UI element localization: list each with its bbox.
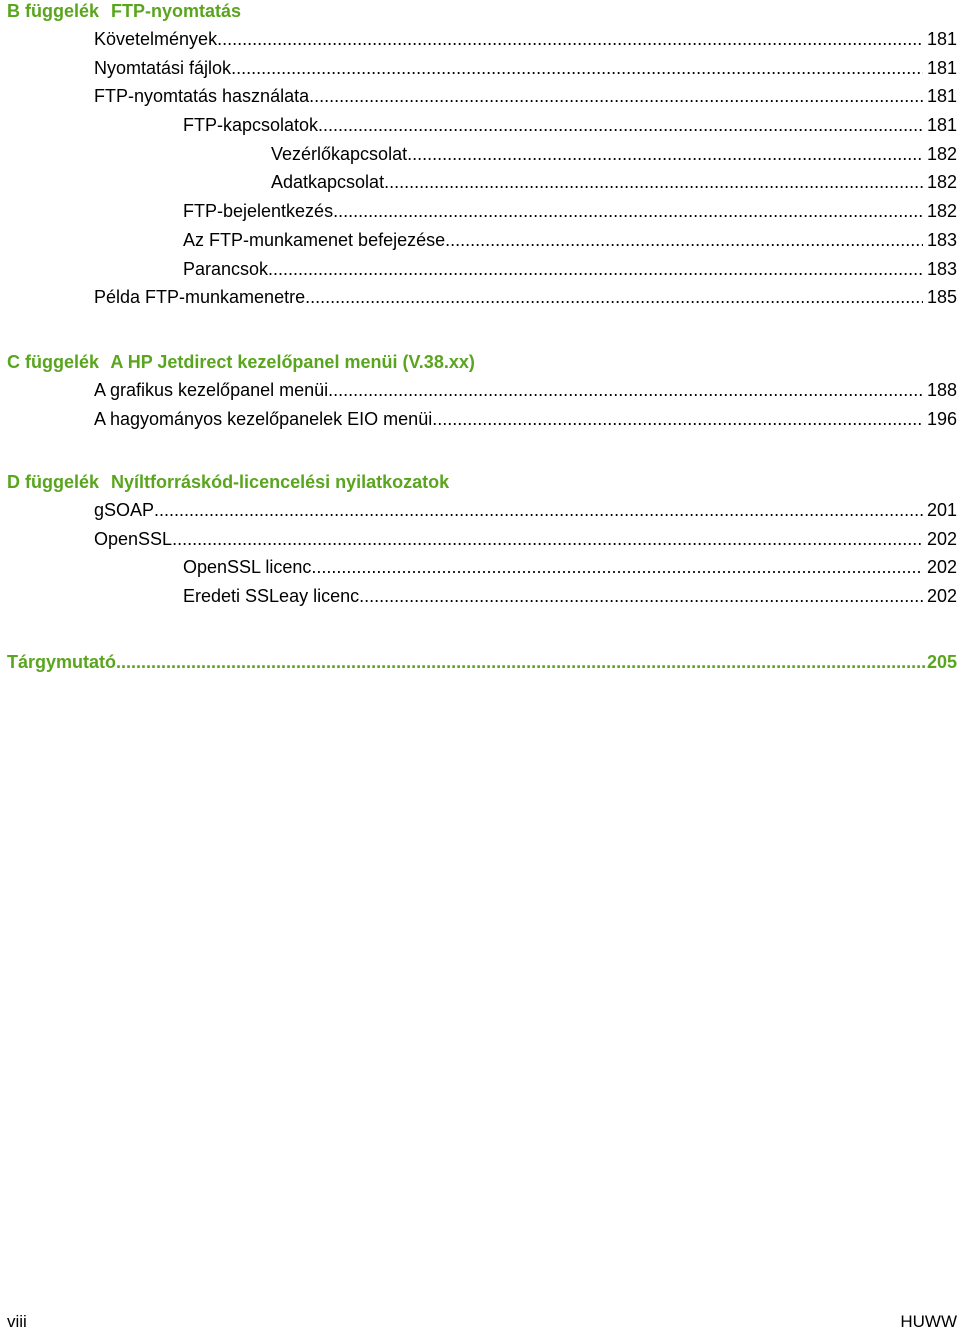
index-title: Tárgymutató [7,652,117,672]
dot-leader [309,82,923,111]
toc-entry-title: Példa FTP-munkamenetre [94,287,306,308]
dot-leader [311,553,923,582]
toc-entry-page: 185 [926,287,957,308]
toc-entry-page: 202 [926,586,957,607]
toc-entry-title: Vezérlőkapcsolat [271,143,408,164]
toc-entry-title: A grafikus kezelőpanel menüi [94,380,329,400]
chapter-title: A HP Jetdirect kezelőpanel menüi (V.38.xx) [110,352,475,372]
toc-entry-page: 182 [926,143,957,164]
toc-entry[interactable] [0,197,960,226]
toc-entry-page: 182 [926,172,957,193]
toc-entry-title: A hagyományos kezelőpanelek EIO menüi [94,408,433,429]
toc-entry-title: FTP-bejelentkezés [183,201,334,222]
chapter-heading[interactable] [7,0,960,22]
toc-entry-title: Az FTP-munkamenet befejezése [183,229,446,250]
toc-entry-page: 181 [926,86,957,107]
toc-entry-page: 202 [926,528,957,549]
toc-entry[interactable] [0,255,960,284]
toc-entry[interactable] [0,553,960,582]
toc-entry-page: 202 [926,557,957,578]
toc-entry-title: Követelmények [94,29,218,49]
chapter-b [0,0,960,308]
dot-leader [318,111,923,140]
index-page: 205 [926,652,957,672]
toc-entry-title: gSOAP [94,500,155,520]
dot-leader [333,197,923,226]
toc-entry[interactable] [0,405,960,434]
toc-entry[interactable] [0,111,960,140]
dot-leader [154,496,923,525]
dot-leader [445,226,923,255]
dot-leader [305,283,923,312]
dot-leader [172,525,923,554]
toc-entry-title: Eredeti SSLeay licenc [183,586,360,607]
toc-entry-page: 183 [926,229,957,250]
toc-entry[interactable] [0,140,960,169]
toc-entry-title: OpenSSL [94,528,173,549]
toc-entry[interactable] [0,376,960,405]
dot-leader [359,582,923,611]
dot-leader [116,650,925,674]
chapter-d [0,471,960,607]
chapter-prefix: C függelék [7,352,100,372]
dot-leader [384,168,923,197]
footer-page-number: viii [7,1312,27,1331]
toc-entry[interactable] [0,283,960,312]
toc-entry-page: 201 [926,500,957,520]
dot-leader [407,140,923,169]
footer-label: HUWW [900,1312,957,1331]
chapter-prefix: D függelék [7,472,100,492]
dot-leader [268,255,923,284]
toc-entry-title: Parancsok [183,258,269,279]
toc-entry-page: 183 [926,258,957,279]
toc-entry-title: OpenSSL licenc [183,557,312,578]
toc-entry[interactable] [0,226,960,255]
toc-entry[interactable] [0,54,960,83]
chapter-prefix: B függelék [7,1,100,21]
chapter-title: FTP-nyomtatás [111,1,242,21]
toc-entry[interactable] [0,25,960,54]
toc-entry[interactable] [0,168,960,197]
dot-leader [231,54,923,83]
toc-entry-page: 182 [926,201,957,222]
toc-entry-page: 181 [926,115,957,136]
chapter-title: Nyíltforráskód-licencelési nyilatkozatok [111,472,450,492]
toc-entry[interactable] [0,82,960,111]
index-entry[interactable] [0,650,960,674]
toc-entry[interactable] [0,582,960,611]
toc-entry-page: 181 [926,29,957,49]
toc-entry[interactable] [0,525,960,554]
page-footer [0,1312,960,1332]
chapter-heading[interactable] [7,351,960,373]
toc-entry-title: Adatkapcsolat [271,172,385,193]
chapter-heading[interactable] [7,471,960,493]
toc-entry-page: 181 [926,57,957,78]
toc-entry[interactable] [0,496,960,525]
toc-entry-page: 188 [926,380,957,400]
toc-entry-title: FTP-nyomtatás használata [94,86,310,107]
dot-leader [328,376,923,405]
dot-leader [432,405,923,434]
toc-entry-title: FTP-kapcsolatok [183,115,319,136]
toc-entry-title: Nyomtatási fájlok [94,57,232,78]
toc-entry-page: 196 [926,408,957,429]
chapter-c [0,351,960,429]
dot-leader [217,25,923,54]
